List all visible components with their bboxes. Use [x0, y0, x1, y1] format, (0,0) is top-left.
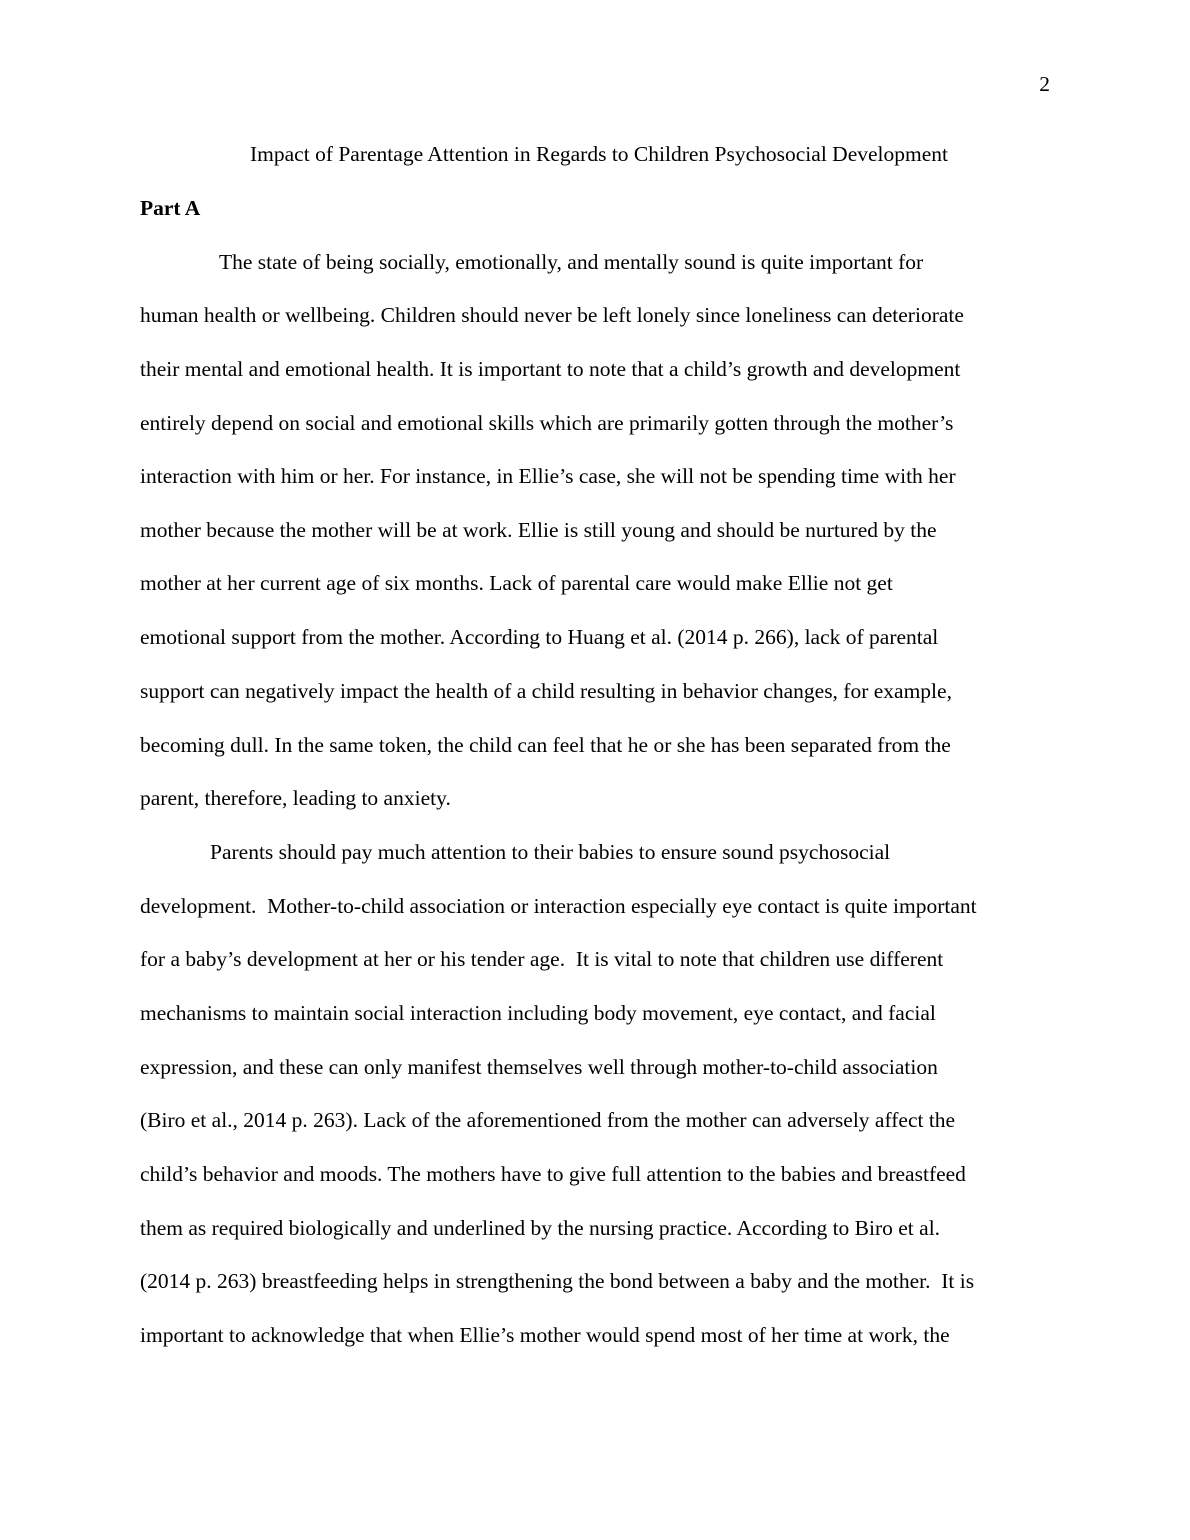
document-title: Impact of Parentage Attention in Regards to Children Psychosocial Development — [250, 142, 948, 166]
paragraph-line: development. Mother-to-child association or interaction especially eye contact is quite important — [140, 894, 977, 918]
paragraph-line: expression, and these can only manifest themselves well through mother-to-child association — [140, 1055, 938, 1079]
paragraph-line: The state of being socially, emotionally, and mentally sound is quite important for — [214, 250, 924, 274]
paragraph-line: emotional support from the mother. According to Huang et al. (2014 p. 266), lack of parental — [140, 625, 939, 649]
paragraph-line: their mental and emotional health. It is important to note that a child’s growth and development — [140, 357, 961, 381]
paragraph-line: important to acknowledge that when Ellie’s mother would spend most of her time at work, the — [140, 1323, 950, 1347]
paragraph-line: (Biro et al., 2014 p. 263). Lack of the aforementioned from the mother can adversely affect the — [140, 1108, 956, 1132]
paragraph-line: entirely depend on social and emotional skills which are primarily gotten through the mother’s — [140, 411, 954, 435]
page-number: 2 — [1039, 72, 1050, 96]
paragraph-line: becoming dull. In the same token, the child can feel that he or she has been separated from the — [140, 733, 951, 757]
paragraph-line: support can negatively impact the health of a child resulting in behavior changes, for example, — [140, 679, 952, 703]
paragraph-line: child’s behavior and moods. The mothers have to give full attention to the babies and breastfeed — [140, 1162, 966, 1186]
section-heading: Part A — [140, 196, 201, 220]
paragraph-line: human health or wellbeing. Children should never be left lonely since loneliness can deteriorate — [140, 303, 964, 327]
paragraph-line: mechanisms to maintain social interaction including body movement, eye contact, and facial — [140, 1001, 936, 1025]
paragraph-line: interaction with him or her. For instance, in Ellie’s case, she will not be spending time with her — [140, 464, 956, 488]
paragraph-line: mother at her current age of six months. Lack of parental care would make Ellie not get — [140, 571, 893, 595]
paragraph-line: them as required biologically and underlined by the nursing practice. According to Biro et al. — [140, 1216, 941, 1240]
paragraph-line: mother because the mother will be at work. Ellie is still young and should be nurtured by the — [140, 518, 937, 542]
paragraph-line: Parents should pay much attention to their babies to ensure sound psychosocial — [210, 840, 891, 864]
paragraph-line: (2014 p. 263) breastfeeding helps in strengthening the bond between a baby and the mother. It is — [140, 1269, 975, 1293]
paragraph-line: for a baby’s development at her or his tender age. It is vital to note that children use different — [140, 947, 944, 971]
paragraph-line: parent, therefore, leading to anxiety. — [140, 786, 451, 810]
